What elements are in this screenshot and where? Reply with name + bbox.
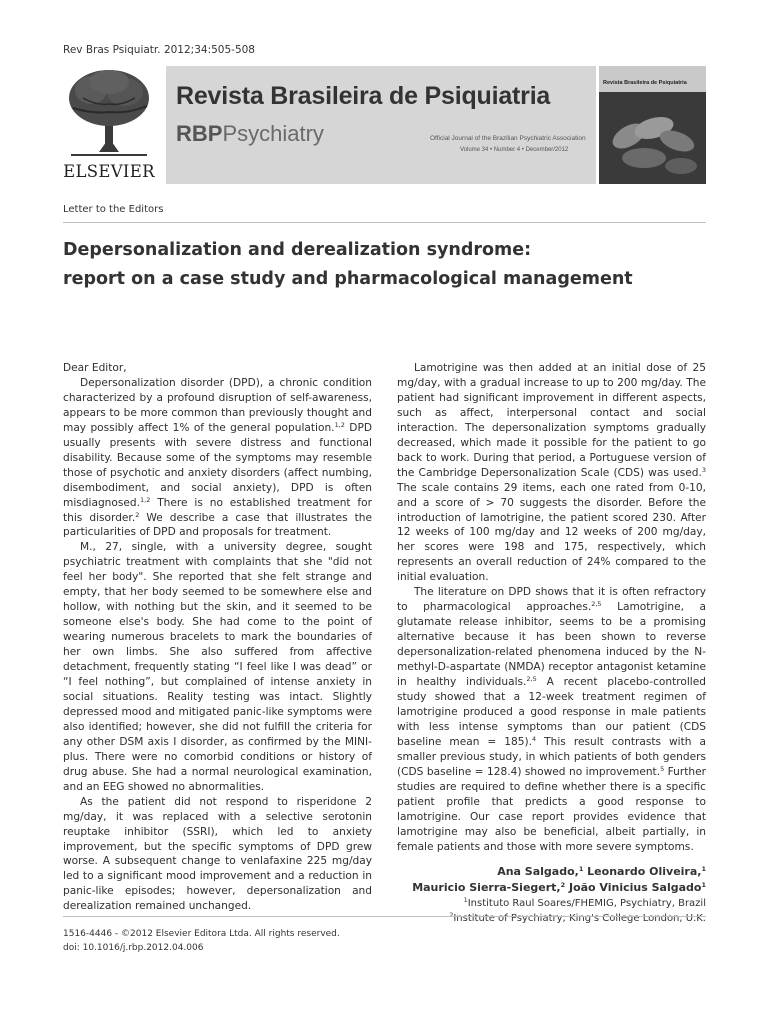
doi: doi: 10.1016/j.rbp.2012.04.006: [63, 943, 204, 953]
volume-info: Volume 34 • Number 4 • December/2012: [460, 147, 569, 153]
journal-english-name: Psychiatry: [222, 121, 324, 146]
paragraph-treatment: As the patient did not respond to risperidone 2 mg/day, it was replaced with a selective serotonin reuptake inhibitor (SSRI), which led to anxiety improvement, but the specific symptoms of DPD grew worse. A subsequent change to venlafaxine 225 mg/day led to a significant mood improvement and a reduction in panic-like episodes; however, depersonalization and derealization remained unchanged.: [63, 795, 372, 913]
salutation: Dear Editor,: [63, 362, 127, 374]
journal-subtitle: [176, 121, 324, 147]
footer: [63, 927, 340, 955]
paragraph-literature: The literature on DPD shows that it is often refractory to pharmacological approaches.$^{2,5}$ Lamotrigine, a glutamate release inhibitor, seems to be a promising alternative because it has been shown to reverse depersonalization-related phenomena induced by the N-methyl-D-aspartate (NMDA) receptor antagonist ketamine in healthy individuals.$^{2,5}$ A recent placebo-controlled study showed that a 12-week treatment regimen of lamotrigine produced a good response in male patients with less intense symptoms than our patient (CDS baseline mean = 185).$^4$ This result contrasts with a smaller previous study, in which patients of both genders (CDS baseline = 128.4) showed no improvement.$^5$ Further studies are required to define whether there is a specific patient profile that predicts a good response to lamotrigine. Our case report provides evidence that lamotrigine may also be beneficial, albeit partially, in female patients and those with more severe symptoms.: [397, 586, 706, 853]
journal-title: Revista Brasileira de Psiquiatria: [176, 82, 551, 110]
cover-title: Revista Brasileira de Psiquiatria: [603, 80, 687, 86]
official-journal-note: Official Journal of the Brazilian Psychiatric Association: [430, 135, 586, 142]
author-line-1: Ana Salgado,$^1$ Leonardo Oliveira,$^1$: [497, 865, 706, 879]
divider: [63, 222, 706, 223]
journal-cover-thumbnail: [599, 66, 706, 184]
affiliation-2: $^2$Institute of Psychiatry; King's College London, U.K.: [449, 911, 706, 925]
section-label: Letter to the Editors: [63, 204, 164, 215]
affiliation-1: $^1$Instituto Raul Soares/FHEMIG, Psychiatry, Brazil: [463, 896, 706, 910]
left-column: [63, 361, 372, 914]
journal-title-band: [166, 66, 596, 184]
author-line-2: Mauricio Sierra-Siegert,$^2$ João Vinicius Salgado$^1$: [412, 881, 706, 895]
journal-banner: [63, 66, 706, 184]
footer-divider: [63, 916, 706, 917]
paragraph-case: M., 27, single, with a university degree, sought psychiatric treatment with complaints that she "did not feel her body". She reported that she felt strange and empty, that her body seemed to be somewhere else and hollow, with nothing but the skin, and it seemed to be someone else's body. She had come to the point of wearing numerous bracelets to mark the boundaries of her own limbs. She also suffered from affective detachment, frequently stating “I feel like I was dead” or “I feel nothing”, but complained of intense anxiety in social situations. Reality testing was intact. Slightly depressed mood and mitigated panic-like symptoms were also identified; however, she did not fulfill the criteria for any other DSM axis I disorder, as confirmed by the MINI-plus. There were no comorbid conditions or history of drug abuse. She had a normal neurological examination, and an EEG showed no abnormalities.: [63, 541, 372, 793]
article-title: [63, 236, 706, 294]
title-line-2: report on a case study and pharmacological management: [63, 269, 633, 289]
title-line-1: Depersonalization and derealization syndrome:: [63, 240, 532, 260]
publisher-name: ELSEVIER: [63, 162, 155, 181]
elsevier-tree-icon: [63, 68, 155, 162]
publisher-logo: [63, 66, 155, 184]
paragraph-lamotrigine: Lamotrigine was then added at an initial dose of 25 mg/day, with a gradual increase to up to 200 mg/day. The patient had significant improvement in different aspects, such as affect, interpersonal contact and social interaction. The depersonalization symptoms gradually decreased, which made it possible for the patient to go back to work. During that period, a Portuguese version of the Cambridge Depersonalization Scale (CDS) was used.$^3$ The scale contains 29 items, each one rated from 0-10, and a score of > 70 suggests the disorder. Before the introduction of lamotrigine, the patient scored 230. After 12 weeks of 100 mg/day and 12 weeks of 200 mg/day, her scores were 198 and 175, respectively, which represents an overall reduction of 24% compared to the initial evaluation.: [397, 362, 706, 584]
affiliations: [397, 896, 706, 926]
paragraph-intro: Depersonalization disorder (DPD), a chronic condition characterized by a profound disruption of self-awareness, appears to be more common than previously thought and may possibly affect 1% of the general population.$^{1,2}$ DPD usually presents with severe distress and functional disability. Because some of the symptoms may resemble those of psychotic and anxiety disorders (affect numbing, disembodiment, and social anxiety), DPD is often misdiagnosed.$^{1,2}$ There is no established treatment for this disorder.$^2$ We describe a case that illustrates the particularities of DPD and proposals for treatment.: [63, 376, 372, 539]
copyright: 1516-4446 - ©2012 Elsevier Editora Ltda. All rights reserved.: [63, 929, 340, 939]
journal-citation: Rev Bras Psiquiatr. 2012;34:505-508: [63, 44, 255, 56]
author-list: [397, 864, 706, 896]
right-column: [397, 361, 706, 926]
cover-photo-image: [599, 66, 706, 184]
journal-abbrev: RBP: [176, 121, 223, 146]
